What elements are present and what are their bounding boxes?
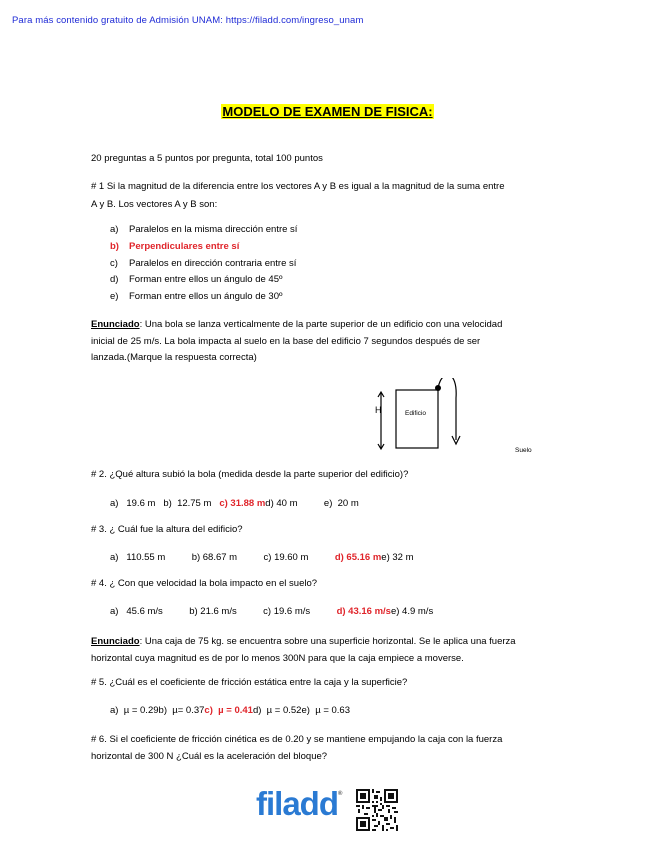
q1-option-d: d) Forman entre ellos un ángulo de 45º: [110, 274, 283, 285]
page-title: MODELO DE EXAMEN DE FISICA:: [222, 104, 433, 119]
enunciado-2-label: Enunciado: [91, 636, 140, 647]
building-rect: [396, 390, 438, 448]
q3-answers: a) 110.55 m b) 68.67 m c) 19.60 m d) 65.16 me) 32 m: [110, 552, 414, 563]
filadd-logo[interactable]: filadd®: [256, 785, 343, 822]
q1-option-c: c) Paralelos en dirección contraria entre sí: [110, 258, 297, 269]
q5-question: # 5. ¿Cuál es el coeficiente de fricción estática entre la caja y la superficie?: [91, 677, 408, 688]
q1-option-e: e) Forman entre ellos un ángulo de 30º: [110, 291, 283, 302]
q1-text: [91, 181, 564, 211]
enunciado-1-label: Enunciado: [91, 319, 140, 330]
q2-question: # 2. ¿Qué altura subió la bola (medida desde la parte superior del edificio)?: [91, 469, 409, 480]
q1-option-b: b) Perpendiculares entre sí: [110, 241, 240, 252]
q4-answers: a) 45.6 m/s b) 21.6 m/s c) 19.6 m/s d) 43.16 m/se) 4.9 m/s: [110, 606, 434, 617]
enunciado-2: Enunciado: Una caja de 75 kg. se encuentra sobre una superficie horizontal. Se le aplica una fuerza horizontal cuya magnitud es de por lo menos 300N para que la caja empiece a moverse.: [91, 636, 516, 664]
intro-text: 20 preguntas a 5 puntos por pregunta, total 100 puntos: [91, 153, 323, 164]
q1-option-a: a) Paralelos en la misma dirección entre sí: [110, 224, 298, 235]
q3-question: # 3. ¿ Cuál fue la altura del edificio?: [91, 524, 243, 535]
q4-correct: d) 43.16 m/s: [336, 606, 391, 617]
q5-answers: a) µ = 0.29b) µ= 0.37c) µ = 0.41d) µ = 0.52e) µ = 0.63: [110, 705, 351, 716]
q6-question: # 6. Si el coeficiente de fricción cinética es de 0.20 y se mantiene empujando la caja con la fuerza horizontal de 300 N ¿Cuál es la aceleración del bloque?: [91, 734, 503, 762]
q5-correct: c) µ = 0.41: [204, 705, 253, 716]
qr-code-icon: [356, 789, 398, 831]
height-label: H: [375, 405, 382, 415]
building-label: Edificio: [405, 410, 426, 417]
ball-dot: [435, 385, 441, 391]
q2-answers: a) 19.6 m b) 12.75 m c) 31.88 md) 40 m e) 20 m: [110, 498, 359, 509]
q4-question: # 4. ¿ Con que velocidad la bola impacto en el suelo?: [91, 578, 318, 589]
q2-correct: c) 31.88 m: [219, 498, 266, 509]
promo-link[interactable]: Para más contenido gratuito de Admisión UNAM: https://filadd.com/ingreso_unam: [12, 15, 364, 26]
q1-line1: # 1 Si la magnitud de la diferencia entre los vectores A y B es igual a la magnitud de la suma entre: [91, 181, 505, 192]
ground-label: Suelo: [515, 447, 532, 454]
enunciado-1: Enunciado: Una bola se lanza verticalmente de la parte superior de un edificio con una velocidad inicial de 25 m/s. La bola impacta al suelo en la base del edificio 7 segundos después de ser lanzada.(Marque la respuesta correcta): [91, 319, 503, 363]
q3-correct: d) 65.16 m: [334, 552, 382, 563]
q1-line2: A y B. Los vectores A y B son:: [91, 198, 218, 210]
